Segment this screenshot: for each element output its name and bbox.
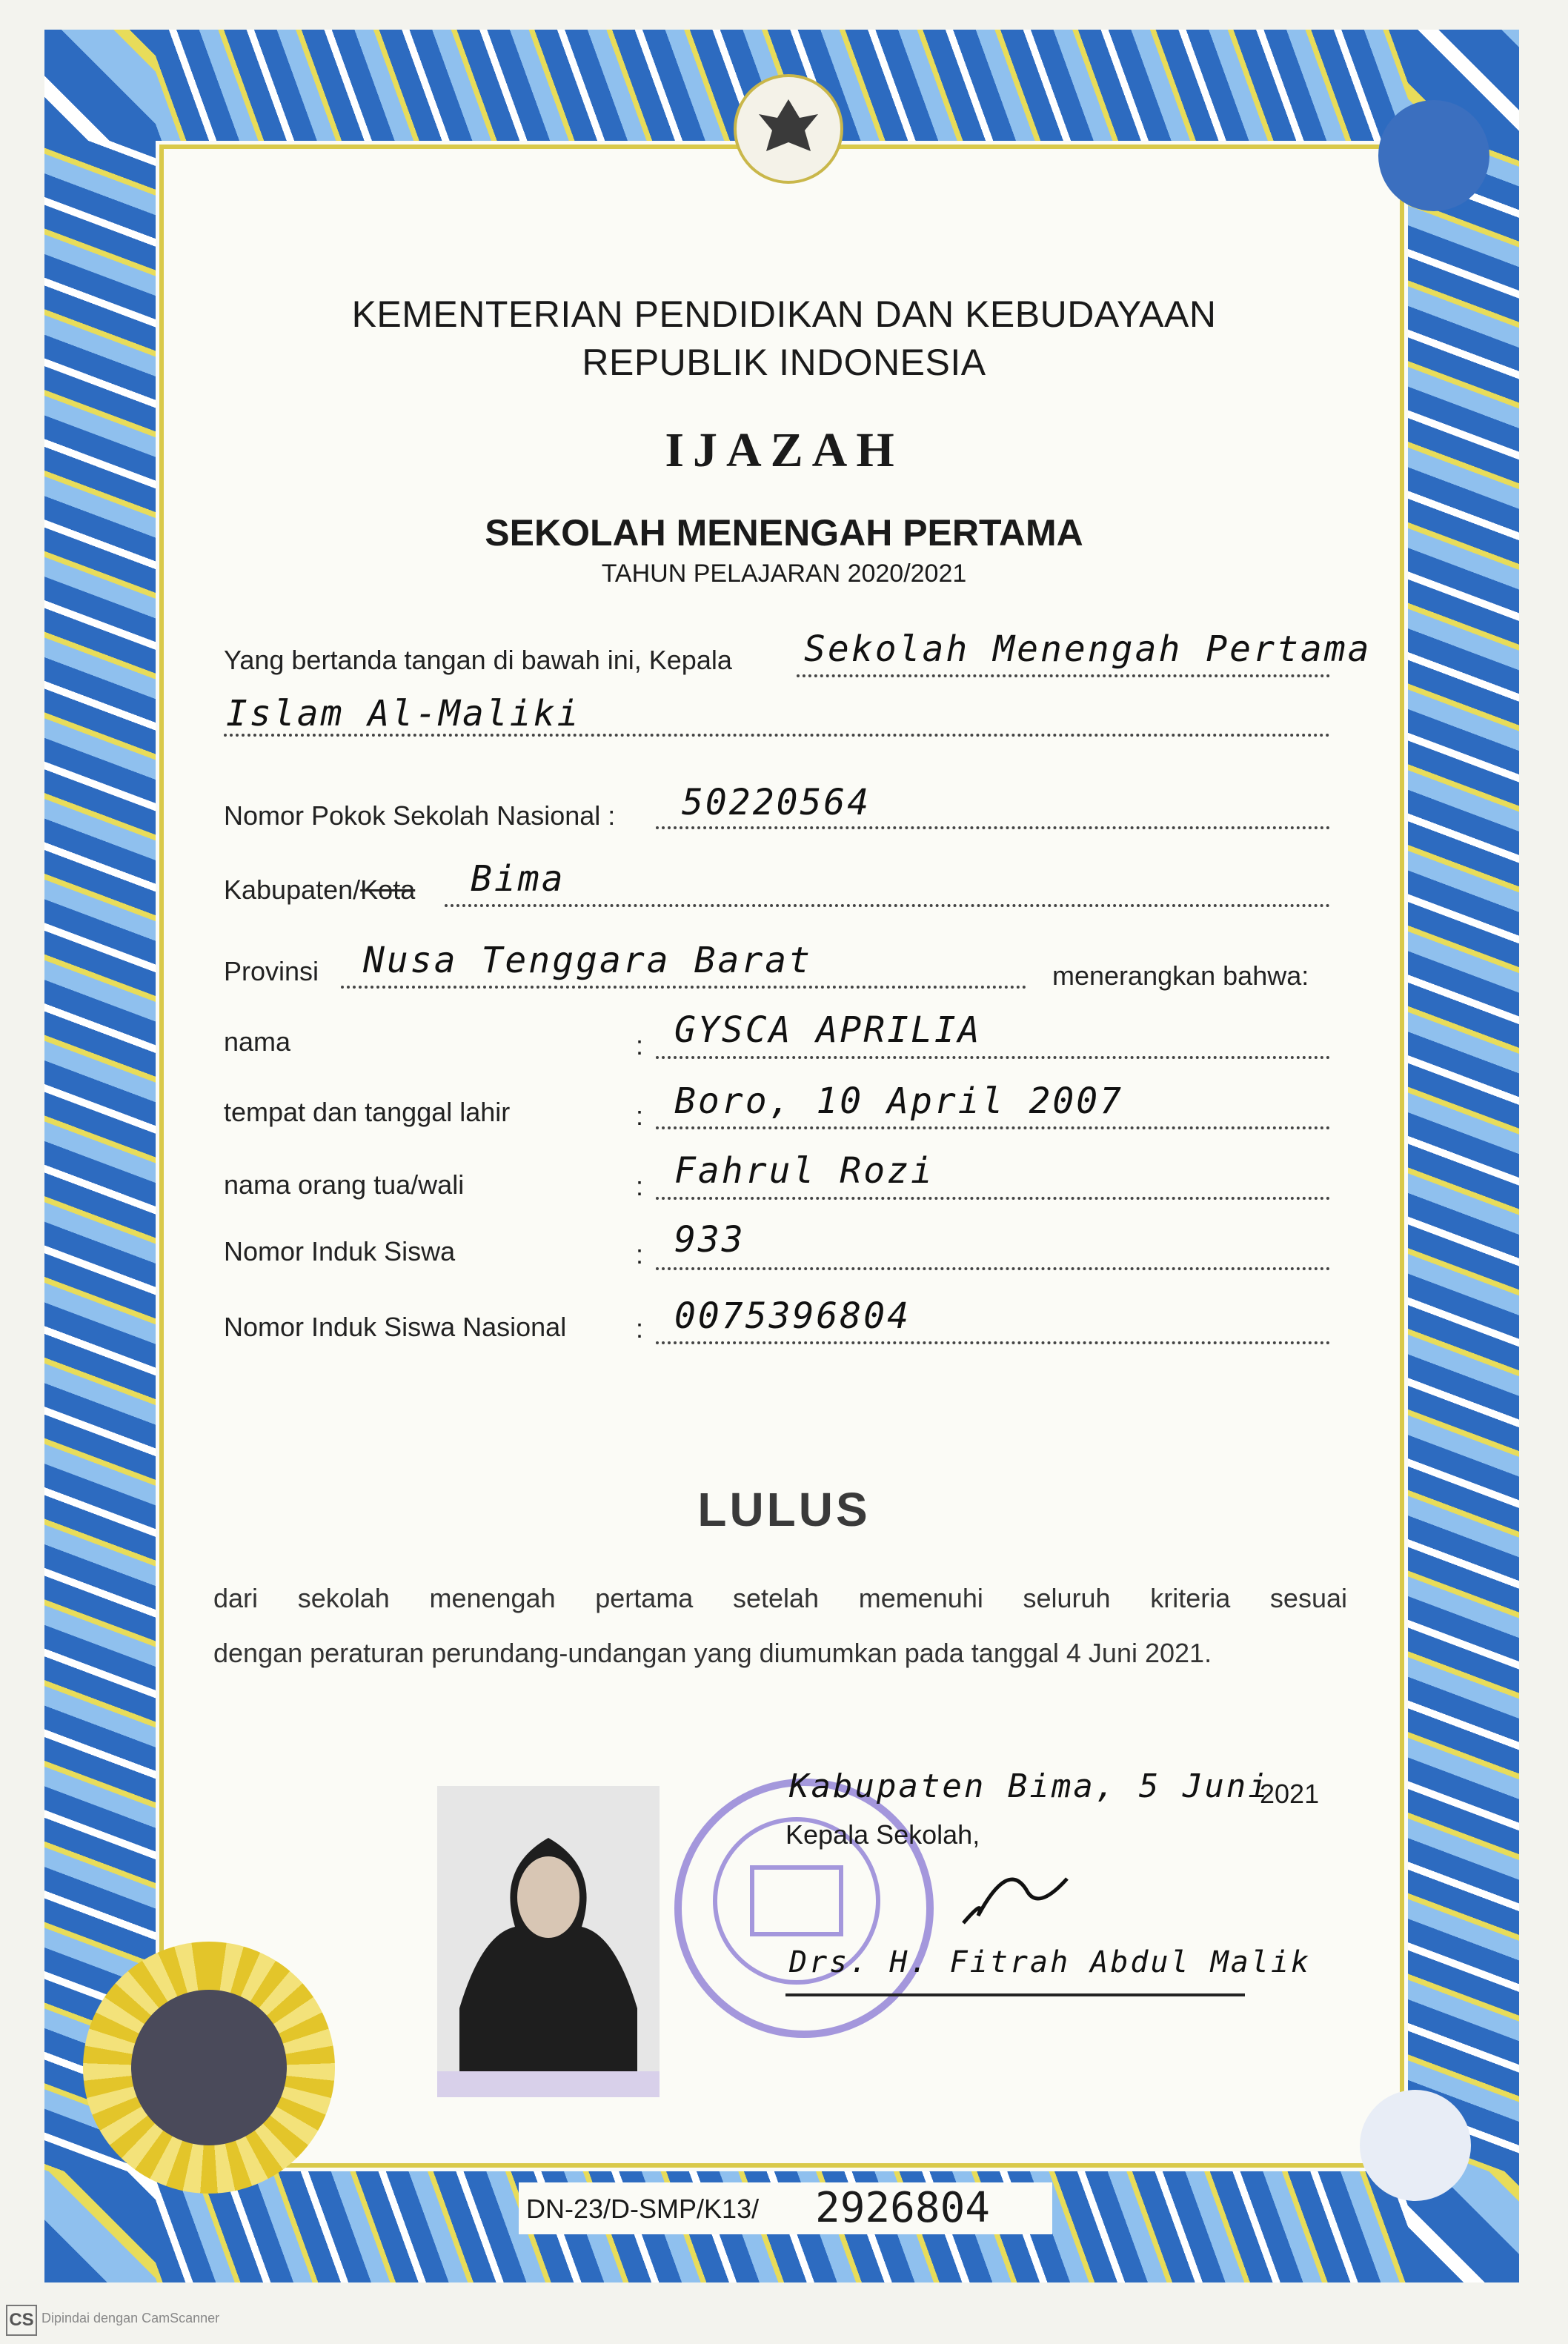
nama-value: GYSCA APRILIA [674, 1009, 982, 1051]
nis-label: Nomor Induk Siswa [224, 1236, 456, 1266]
npsn-value: 50220564 [682, 782, 871, 823]
principal-name: Drs. H. Fitrah Abdul Malik [789, 1945, 1312, 1979]
intro-label: Yang bertanda tangan di bawah ini, Kepala [224, 645, 732, 675]
signature-place-date: Kabupaten Bima, 5 Juni [789, 1767, 1270, 1805]
colon: : [636, 1239, 644, 1269]
document-title: IJAZAH [665, 423, 903, 477]
ministry-heading: KEMENTERIAN PENDIDIKAN DAN KEBUDAYAAN [351, 293, 1217, 335]
scanner-note: Dipindai dengan CamScanner [41, 2311, 220, 2325]
colon: : [636, 1100, 644, 1131]
serial-box [519, 2182, 1052, 2234]
dotted-line [445, 904, 1330, 907]
dotted-line [656, 826, 1330, 829]
nisn-label: Nomor Induk Siswa Nasional [224, 1312, 567, 1342]
school-stamp [674, 1779, 934, 2038]
result-lulus: LULUS [697, 1483, 871, 1536]
ttl-value: Boro, 10 April 2007 [674, 1080, 1124, 1122]
dotted-line [341, 986, 1026, 989]
ttl-label: tempat dan tanggal lahir [224, 1097, 511, 1127]
provinsi-value: Nusa Tenggara Barat [363, 940, 813, 981]
menerangkan-label: menerangkan bahwa: [1052, 960, 1309, 991]
signature-role: Kepala Sekolah, [785, 1819, 980, 1850]
republic-heading: REPUBLIK INDONESIA [582, 342, 986, 383]
nis-value: 933 [674, 1219, 745, 1261]
signature-scribble [956, 1853, 1074, 1938]
corner-roundel-icon [1360, 2090, 1471, 2201]
colon: : [636, 1313, 644, 1344]
dotted-line [797, 674, 1330, 677]
serial-prefix: DN-23/D-SMP/K13/ [526, 2194, 760, 2224]
dotted-line [656, 1267, 1330, 1270]
npsn-label: Nomor Pokok Sekolah Nasional : [224, 800, 616, 831]
result-paragraph [213, 1571, 1347, 1681]
school-level: SEKOLAH MENENGAH PERTAMA [485, 512, 1083, 554]
signature-year: 2021 [1260, 1779, 1320, 1809]
colon: : [636, 1171, 644, 1201]
dotted-line [656, 1126, 1330, 1129]
kota-struck: Kota [360, 874, 416, 905]
signature-line [785, 1993, 1245, 1996]
kabupaten-label: Kabupaten/Kota [224, 874, 416, 905]
school-name-line2: Islam Al-Maliki [226, 693, 581, 734]
academic-year: TAHUN PELAJARAN 2020/2021 [601, 560, 967, 588]
ortu-value: Fahrul Rozi [674, 1150, 934, 1192]
corner-roundel-icon [1378, 100, 1489, 211]
kabupaten-value: Bima [471, 858, 565, 900]
provinsi-label: Provinsi [224, 956, 319, 986]
dotted-line [656, 1056, 1330, 1059]
seal-emblem-icon [131, 1990, 287, 2145]
ortu-label: nama orang tua/wali [224, 1169, 465, 1200]
dotted-line [656, 1341, 1330, 1344]
serial-number: 2926804 [815, 2184, 991, 2232]
paragraph-line1: dari sekolah menengah pertama setelah memenuhi seluruh kriteria sesuai [213, 1583, 1347, 1613]
student-photo [437, 1786, 660, 2097]
paragraph-line2: dengan peraturan perundang-undangan yang diumumkan pada tanggal 4 Juni 2021. [213, 1638, 1212, 1668]
nama-label: nama [224, 1026, 291, 1057]
dotted-line [656, 1197, 1330, 1200]
school-name-line1: Sekolah Menengah Pertama [804, 628, 1372, 670]
garuda-emblem-icon [734, 74, 843, 184]
camscanner-icon: CS [6, 2305, 37, 2336]
colon: : [636, 1030, 644, 1060]
nisn-value: 0075396804 [674, 1295, 911, 1337]
